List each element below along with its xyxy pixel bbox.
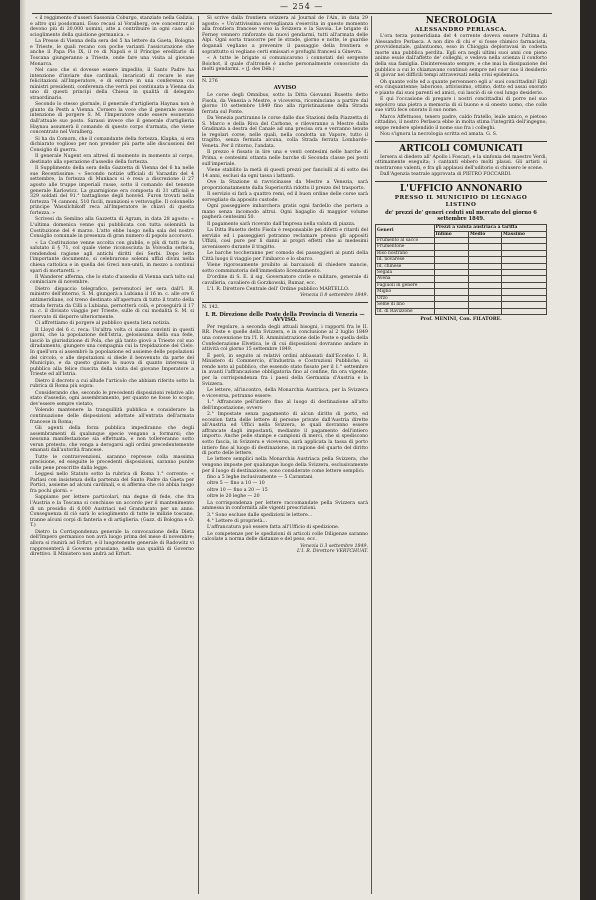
- notice-paragraph: Il servizio si farà a quattro remi, ed il buon ordine delle corse sarà sorvegliato da apposito custode.: [202, 192, 368, 203]
- necrology-paragraph: E qui l'occasione di pregare i nostri concittadini di porre nel suo sepolcro una pietra a memoria di sì buono e sì onesto uomo, che colle sue virtù fece onorato il suo nome.: [375, 97, 547, 114]
- notice-paragraph: Per regolare, a seconda degli attuali bisogni, i rapporti fra le II. RR. Poste e quelle della Svizzera, e in conclusione al 2 luglio 1849 una convenzione tra l'I. R. Amministrazione delle Poste e quella della Confederazione Elvetica, le di cui disposizioni dovranno andare in attività col giorno 15 settembre 1849.: [202, 324, 368, 353]
- notice-paragraph: Ogni passeggiere imbarchera gratis ogni fardello che portera a mano senza incomodo altrui. Ogni bagaglio di maggior volume pagherà centesimi 50.: [202, 203, 368, 221]
- notice-paragraph: D'ordine di S. E. il sig. Governatore civile e militare, generale di cavalleria, cavaliere di Gorzkowski, Rumar, ecc.: [202, 275, 368, 286]
- comunicati-paragraph: Iersera si diedero all' Apollo i Foscari, e la sinfonia del maestro Verdi, ottimamente eseguita; i cantanti ebbero molti plausi. Gli artisti si mostrarono valenti, e fra gli applausi dell'uditorio si chiusero le scene.: [375, 154, 547, 172]
- notice-paragraph: 3.° Sono escluse dalle spedizioni le lettere...: [207, 512, 313, 518]
- article-paragraph: « La Costituzione venne accolta con giubilo, e più di tutti ne fu salutato il § 71, col quale viene riconosciuta la Voivodia serbica, rendendosi ragione agli antichi diritti dei Serbi. Dopo letto l'importante documento, si celebrarono solenni uffizi divini nella chiesa cattolica e in quella dei Greci non-uniti, in mezzo a continui spari di mortaretti. »: [30, 240, 194, 274]
- table-cell: Segala: [376, 270, 435, 276]
- notice-paragraph: oltre 10 — fino a 20 — 15: [207, 487, 268, 493]
- section-rule: [375, 141, 547, 142]
- article-paragraph: Dietro il decreto a cui allude l'articolo che abbiam riferito sotto la rubrica di Roma più sopra:: [30, 378, 194, 390]
- necrology-paragraph: Marco Affettuoso, tenero padre, caldo fratello, leale amico, e pietoso cittadino, il nostro Perlasca ebbe in molta stima l'integrità dell'ingegno, seppe rendere splendido il nome suo fra i colleghi.: [375, 114, 547, 131]
- article-paragraph: Il Supplimento della sera della Gazzetta di Vienna del 6 ha nelle sue Recentissime: « Secondo notizie ufficiali di Varazdin del 4 settembre, la fortezza di Munkacs si è resa a discrezione il 27 agosto alle truppe imperiali russe, sotto il comando del tenente generale Karlowicz. La guarnigione era composta di 31 ufficiali e 329 soldati del 91.° battaglione degli honvéd. Furon trovati nella fortezza 74 cannoni, 510 fucili, munizioni e vettovaglie. Il colonnello principe Wassilchikoff reca all'Imperatore le chiavi di questa fortezza. »: [30, 166, 194, 216]
- table-cell: Frumentone: [376, 244, 435, 250]
- article-paragraph: « A tutte le brigate si comunicarono i connotati del sergente Boichot, il quale d'altronde è anche personalmente conosciuto da molti gendarmi. » (J. des Déb.): [202, 55, 368, 73]
- column-divider: [371, 16, 372, 894]
- table-cell: [502, 308, 547, 314]
- notice-paragraph: Ove la Stazione si ravvicinasse da Mestre a Venezia, sarà proporzionatamente dalla Superiorità ridotto il prezzo del trasporto.: [202, 180, 368, 191]
- section-rule: [202, 302, 368, 303]
- notice-paragraph: fino a 5 leghe inclusivamente — 5 Carantani: [207, 475, 313, 481]
- table-cell: Id. di Ravizzone: [376, 308, 435, 314]
- listino-title: LISTINO: [445, 202, 477, 209]
- article-paragraph: Leggesi nello Statuto sotto la rubrica di Roma 1.° corrente: « Parlasi con insistenza della partenza del Santo Padre da Gaeta per Portici, assieme ad alcuni cardinali, e si afferma che ciò abbia luogo fra pochi giorni. »: [30, 472, 194, 495]
- table-cell: Id. novarese: [376, 257, 435, 263]
- top-rule: [32, 13, 552, 14]
- table-cell: Avena: [376, 276, 435, 282]
- notice-signature: L'I. R. Direttore VERTCHUAT.: [296, 549, 368, 555]
- necrology-paragraph: Oh quante volte ed a quante pervennero egli a' suoi concittadini! Egli era cinquantenne; laborioso, attivissimo, ottimo, dotto ed assai onorato e pianto dai suoi parenti ed amici, cui lasciò di sè così lungo desiderio.: [375, 79, 547, 96]
- article-paragraph: Ci affrettiamo di porgere al pubblico questa lieta notizia.: [35, 321, 171, 327]
- notice-date: Venezia li 8 settembre 1849.: [300, 293, 368, 299]
- table-cell: Miglio: [376, 289, 435, 295]
- notice-paragraph: La Ditta Busetto detto Fisola è responsabile pei difetti e ritardi del servizio ed i passeggieri potranno reclamare presso gli appositi Uffizii, così pure per li danni ai propri effetti che ai medesimi avvenissero durante il tragitto.: [202, 227, 368, 250]
- notice-paragraph: Le corse degli Omnibus, sotto la Ditta Giovanni Busetto detto Fisola, da Venezia a Mestre, e viceversa, ricominciano a partire dal giorno 10 settembre 1849 fino alla ripristinazione della Strada ferrata sul Ponte.: [202, 92, 368, 115]
- notice-title: I. R. Direzione delle Poste della Provincia di Venezia — AVVISO.: [205, 311, 365, 324]
- table-col-header: Infimo: [434, 231, 468, 237]
- notice-number: N. 276: [202, 78, 218, 84]
- notice-paragraph: Viene stabilito la metà di questi prezzi per fanciulli al di sotto dei 14 anni, esclusi da ogni tassa i lattanti.: [202, 168, 368, 179]
- table-cell: Frumento al sacco: [376, 238, 435, 244]
- notice-paragraph: Le lettere semplici nella Monarchia Austriaca pella Svizzera, che vengono imposte per qualunque luogo della Svizzera, esclusivamente per il luogo di destinazione, sono considerate come lettere semplici:: [202, 457, 368, 474]
- notice-paragraph: Da Venezia partiranno le corse dalle due Stazioni della Piazzetta di S. Marco e della Riva del Carbone, e rileveranno a Mestre dalla Gradinata a destra del Canale ad una precisa ora e verranno tenute le regolari corse, nelle quali, nella condotta un Vapore, tutto il tragitto, senza fermata alcuna, colla Strada ferrata Lombardo-Veneta. Per il ritorno, l'andata.: [202, 116, 368, 150]
- necrology-subtitle: ALESSANDRO PERLASCA.: [414, 27, 508, 33]
- article-paragraph: Considerando che, secondo le precedenti disposizioni relative allo stato d'assedio, ogni assembramento, per quanto ne fosse lo scopo, dev'essere sempre vietato;: [30, 390, 194, 407]
- table-header-prezzi: Prezzi a valuta austriaca a tariffa: [434, 225, 546, 231]
- notice-paragraph: 4.° Lettere di proprietà...: [207, 519, 267, 524]
- article-paragraph: La Presse di Vienna della sera del 5 ha lettere da Gaeta, Bologna e Trieste, le quali recano con poche varianti l'assicurazione che anche il Papa Pio IX, il re di Napoli e il Principe ereditario di Toscana giungeranno a Trieste, onde fare una visita al giovane Monarca.: [30, 39, 194, 67]
- table-col-header: Massimo: [502, 231, 547, 237]
- article-paragraph: Dietro la Corrispondenza generale la convocazione della Dieta dell'Impero germanico non avrà luogo prima del mese di novembre; allora si riunirà ad Erfurt, e il luogotenente generale di Radowitz vi rappresenterà il Governo prussiano, nella sua qualità di Governo direttivo. Il Ministero non andrà ad Erfurt.: [30, 529, 194, 558]
- article-paragraph: Il Wanderer afferma, che lo stato d'assedio di Vienna sarà tolto sul cominciare di novembre.: [30, 274, 194, 286]
- table-cell: [468, 308, 501, 314]
- notice-paragraph: Le barche toccheranno per comodo dei passeggieri ai punti della Città luogo il viaggio per l'imbarco e lo sbarco.: [202, 251, 368, 262]
- table-col-header: Medio: [468, 231, 501, 237]
- article-paragraph: Si scrive dalla frontiera svizzera al Journal de l'Ain, in data 29 agosto: « Un'attivissima sorveglianza s'esercita in questo momento alla frontiera francese verso la Svizzera e la Savoia. Le brigate di Ferney vennero rinforzate da nuovi gendarmi, tutti all'armata delle Alpi. Ogni sorta trascorre per le strade, giorno e notte, le guardie doganali vegliano a prevenire il passaggio della frontiera e soprattutto si vegliano certi emissari e profughi francesi a Ginevra.: [202, 16, 368, 55]
- notice-paragraph: Il pagamento sarà ricevuto dall'Impresa nella valuta di piazza.: [207, 221, 356, 227]
- table-cell: Fagiuoli in genere: [376, 282, 435, 288]
- article-paragraph: Volendo mantenere la tranquillità pubblica e considerare la continuazione delle disposizioni adottate all'entrata dell'armata francese in Roma;: [30, 408, 194, 425]
- column-3: [375, 16, 547, 323]
- article-paragraph: Scrivesi da Semlino alla Gazzetta di Agram, in data 28 agosto: « L'ultima domenica venne qui pubblicata con tutta solennità la Costituzione del 4 marzo. L'atto ebbe luogo nella sala del nostro Consiglio comunale in presenza di gran numero di popolo accorsovi.: [30, 217, 194, 240]
- column-divider: [198, 16, 199, 894]
- column-1: [30, 16, 194, 559]
- article-paragraph: Tutte le contravvenzioni, saranno represse colla massima precisione, ed eseguite le precedenti disposizioni, saranno punite colle pene prescritte dalla legge.: [30, 454, 194, 471]
- notice-paragraph: Le competenze per le spedizioni di articoli colle Diligenze saranno calcolate a norma delle distanze e del peso, ecc.: [202, 531, 368, 543]
- article-paragraph: Si ha da Comorn, che il comandante della fortezza, Klapka, si era dichiarato voglioso per non prender più parte alle discussioni del Consiglio di guerra.: [30, 136, 194, 153]
- article-paragraph: Il Lloyd del 6 c. reca: Un'altra volta ci siamo convinti in questi giorni, che la popolazione dell'Istria, gelosissima della sua fede, lasciò la giurisdizione di Pola, che già tanto giovò a Trieste col suo diradamento, giungere una compagnia cui la trepidazione del Cielo. In quell'ora si assembrò la popolazione ed assieme delle popolazioni del circolo, e alle deputazioni si diede il benvenuto da parte del Municipio, e da questo giunse la nuova di quanto interessa il pubblico alla felice riuscita della visita del giovane Imperatore a Trieste ed all'Istria.: [30, 327, 194, 378]
- notice-paragraph: oltre 5 — fino a 10 — 10: [207, 481, 265, 487]
- annona-title: L'UFFICIO ANNONARIO: [399, 184, 523, 195]
- table-cell: Id. chinese: [376, 263, 435, 269]
- notice-paragraph: La corrispondenza per lettere raccomandate pella Svizzera sarà ammessa in conformità alle vigenti prescrizioni.: [202, 500, 368, 512]
- printer-line: Prof. MENINI, Con. FILATORE.: [420, 316, 502, 322]
- section-rule: [202, 76, 368, 77]
- table-cell: Seme di lino: [376, 302, 435, 308]
- necrology-title: NECROLOGIA: [425, 16, 497, 26]
- section-rule: [375, 181, 547, 182]
- notice-date: Venezia li 3 settembre 1849.: [300, 543, 368, 549]
- table-cell: [434, 308, 468, 314]
- article-paragraph: Gli agenti della forza pubblica impediranno che degli assembramenti di qualunque specie vengano a formarsi; che nessuna manifestazione sia effettuata, e non tollereranno sotto verun pretesto, che venga a derogarsi agli ordini precedentemente emanati dall'autorità francese.: [30, 425, 194, 454]
- page-number: — 254 —: [280, 2, 324, 11]
- notice-number: N. 142.: [202, 305, 220, 311]
- article-paragraph: Nel caso che si dovesse essere impedito, il Santo Padre ha intenzione d'inviare due cardinali, incaricati di recare le sue felicitazioni all'Imperatore, e di entrare in una conferenza coi ministri presidenti, conferenza che verrà poi continuata a Vienna da uno di questi principi della Chiesa in qualità di delegato straordinario.: [30, 67, 194, 101]
- notice-paragraph: 1.° Affrancate pell'intiero fino al luogo di destinazione all'atto dell'impostazione, ovvero: [202, 399, 368, 411]
- notice-paragraph: Il prezzo è fissato in lire una e venti centesimi nelle barche di Prima, e centesimi ottanta nelle barche di Seconda classe pei posti sull'imperiale.: [202, 150, 368, 167]
- necrology-paragraph: L'ora terza pomeridiana del 4 corrente doveva essere l'ultima di Alessandro Perlasca. A non dire di chi e' si fosse chimico farmacista, provvidenziale, galantuomo, esso in Chioggia deploravasi in codesta morte una pubblica perdita. Egli era negli ultimi suoi anni con pieno animo esule dall'affetto de' colleghi, e vedeva nella scienza il conforto della sua famiglia. Disinteressato sempre, e che mai la dissipazione del pubblico a cui lo chiamavano continuò sempre nel cuor suo il desiderio di giovar nei difficili tempi attraversati nella crisi epidemica.: [375, 34, 547, 79]
- listino-subtitle: de' prezzi de' generi ceduti sul mercato del giorno 6 settembre 1849.: [385, 210, 537, 222]
- article-paragraph: Sappiamo per lettere particolari, ma degne di fede, che fra l'Austria e la Toscana si conchiuse un accordo per il mantenimento di un presidio di 6,000 Austriaci nel Granducato per un anno. Conseguenza di ciò sarà lo scioglimento di tutte le milizie toscane, tranne alcuni corpi di fanteria e di artiglieria. (Gazz. di Bologna e O. T.): [30, 495, 194, 529]
- comunicati-paragraph: Dall'Agenzia teatrale approvata di PIETRO FOCCARDI.: [380, 172, 512, 178]
- notice-paragraph: L'I. R. Direttore Centrale dell' Ordine pubblico MARTELLO.: [207, 287, 350, 293]
- table-cell: Riso nostrano: [376, 250, 435, 256]
- comunicati-title: ARTICOLI COMUNICATI: [399, 143, 523, 154]
- article-paragraph: Il generale Nugent era altresì di momento in momento al corpo, destinato alla operazione d'assedio della fortezza.: [30, 154, 194, 165]
- table-row: [376, 308, 547, 314]
- price-table: [375, 224, 547, 315]
- notice-paragraph: Le lettere, all'incontro, della Monarchia Austriaca, per la Svizzera e viceversa, potranno essere:: [202, 387, 368, 399]
- article-paragraph: « il reggimento d'usseri Sassonia Coburgo, stanziato nella Galizia, e altro qui posdomani. Esso recasi al Voralberg, ove concentrar si devono più di 20,000 uomini, atte a contribuire in ogni caso allo scioglimento della quistione germanica. »: [30, 16, 194, 38]
- notice-paragraph: 2.° Impostate senza pagamento di alcun diritto di porto, ed eccezion fatta delle lettere di persone private dall'Austria dirette all'Austria ed Uffici nella Svizzera, le quali dovranno essere affrancate dagli impostanti, mediante il pagamento dell'intiero importo. Anche pelle stampe e campioni di merci, che si spediscono sotto fascia, in Svizzera e viceversa, sarà applicata la tassa di porto intiero fino al luogo di destinazione, in ragione del quarto del diritto di porto delle lettere.: [202, 411, 368, 457]
- notice-paragraph: oltre le 20 leghe — 20: [207, 494, 260, 500]
- notice-paragraph: Viene rigorosamente proibito ai barcaiuoli di chiedere mancie, sotto comminatoria dell'immediato licenziamento.: [202, 263, 368, 274]
- article-paragraph: Secondo lo stesso giornale, il generale d'artiglieria Haynau non è giunto da Pesth a Vienna. Corsero la voce che il generale avesse intenzione di porgere S. M. l'Imperatore onde essere esonerato dall'attuale suo posto. Sarassi invece che il generale d'artiglieria Haynau assumerà il comando di questo corpo d'armata, che viene concentrato nel Voralberg.: [30, 102, 194, 136]
- table-cell: Orzo: [376, 295, 435, 301]
- annona-subtitle: PRESSO IL MUNICIPIO DI LEGNAGO: [394, 195, 528, 202]
- notice-title: AVVISO: [273, 85, 297, 92]
- table-header-genere: Generi: [376, 225, 435, 238]
- notice-paragraph: È però, in seguito ai relativi ordini abbassati dall'Eccelso I. R. Ministero di Commercio, d'Industria e Costruzioni Pubbliche, si rende noto al pubblico, che essendo stato fissato per il 1.° settembre in avanti l'affrancazione obbligatoria fino al confine, fin ora vigente, per la corrispondenza fra i paesi della Germania d'Austria e la Svizzera.: [202, 353, 368, 387]
- notice-paragraph: L'affrancatura può essere fatta all'Ufficio di spedizione.: [207, 525, 340, 531]
- column-2: [202, 16, 368, 555]
- article-paragraph: Dietro dispaccio telegrafico, pervenutoci ier sera dall'I. R. ministro dell'interno, S. M. giungerà a Lubiana il 16 m. c. alle ore 6 antimeridiane, col treno destinato all'apertura di tutto il tratto della strada ferrata da Cilli a Lubiana, pernotterà colà, e proseguirà il 17 m. c. il divisato viaggio per Trieste, sulle di cui modalità S. M. si riservato di disporre ulteriormente.: [30, 286, 194, 320]
- necrology-paragraph: Nou s'ignora la necrologia scritta ed amata. G. S.: [380, 132, 498, 138]
